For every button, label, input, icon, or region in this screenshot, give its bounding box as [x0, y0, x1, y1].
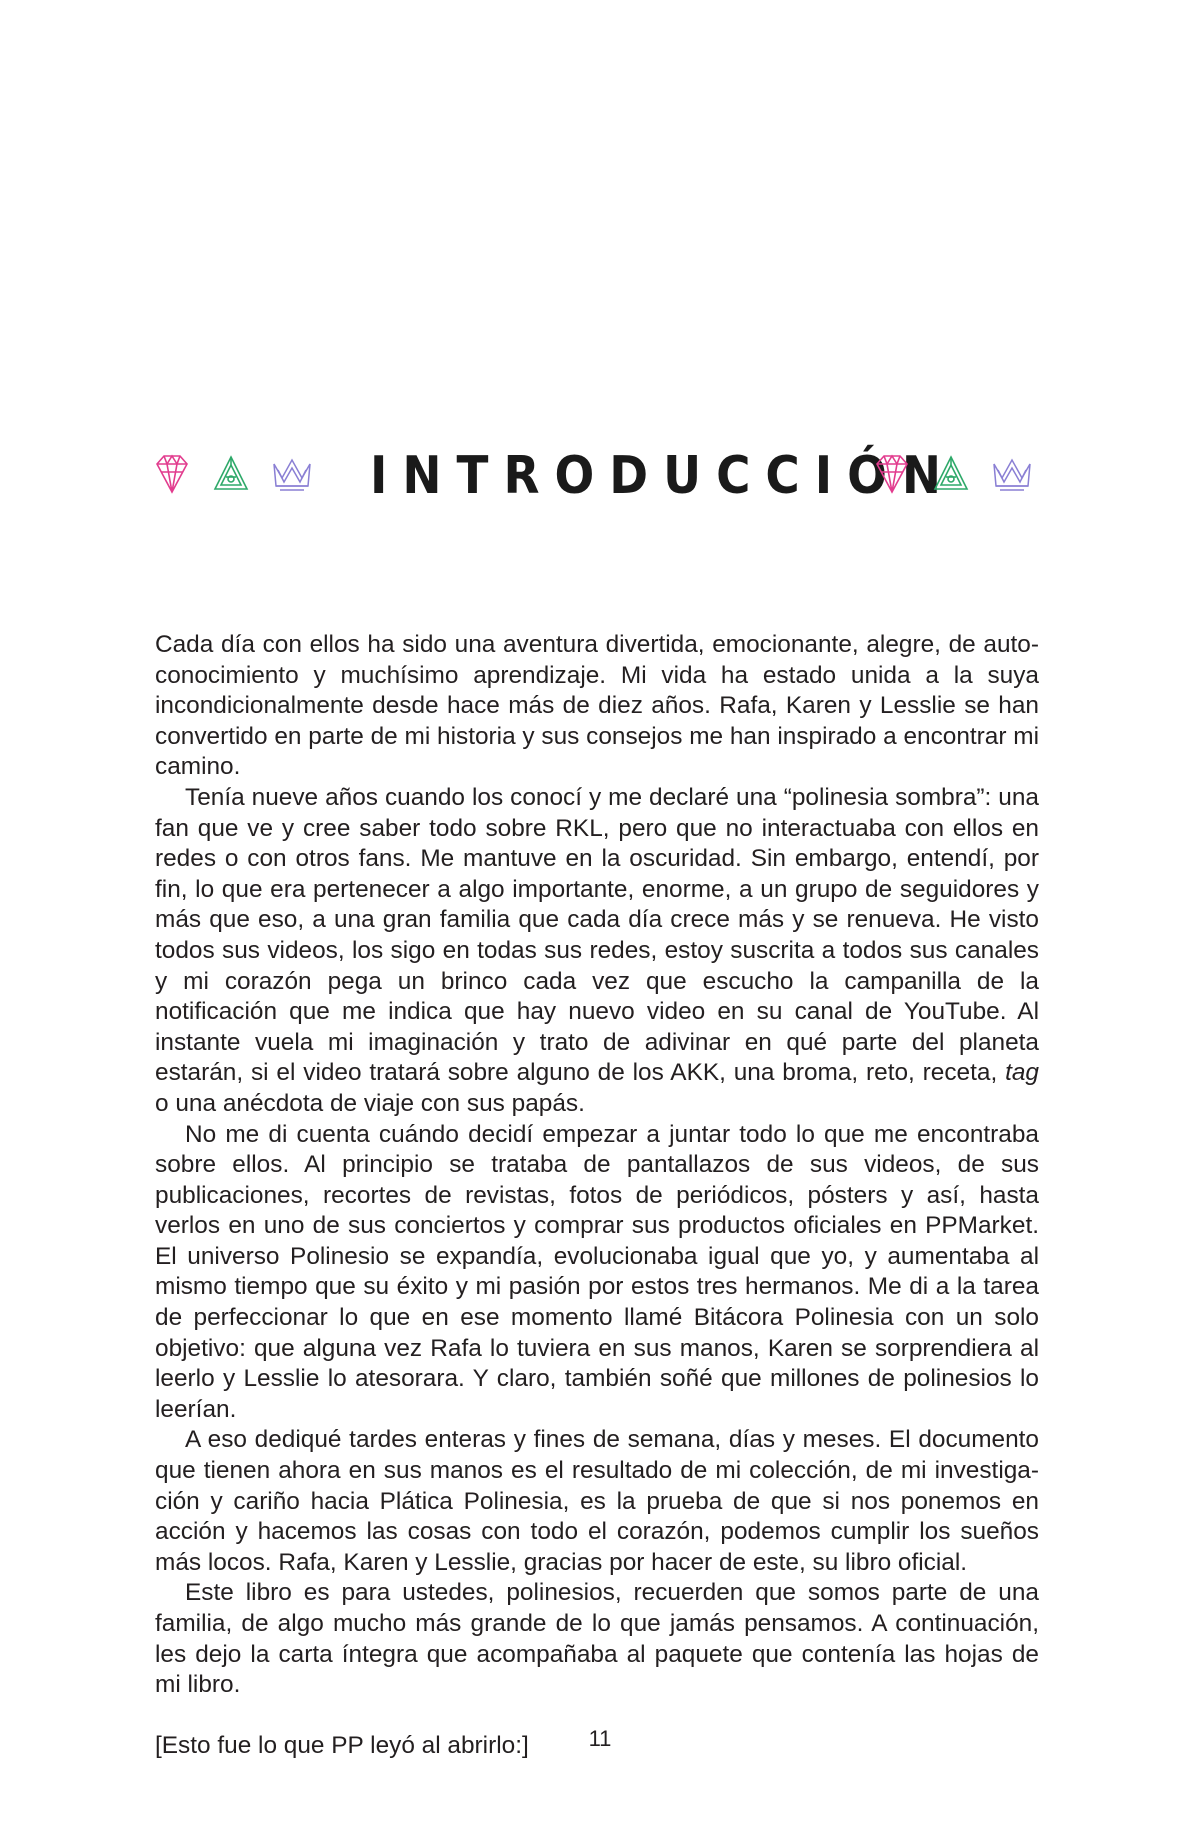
ornament-group-right	[875, 454, 1055, 500]
paragraph: Este libro es para ustedes, polinesios, recuerden que somos parte de una familia, de algo mucho más grande de lo que jamás pensamos. A continuación, les dejo la carta íntegra que acompañaba al paquete que contenía las hojas de mi libro.	[155, 1579, 1039, 1699]
diamond-icon	[155, 454, 189, 494]
page-number: 11	[588, 1726, 612, 1751]
paragraph	[155, 783, 1039, 1120]
chapter-title: INTRODUCCIÓN	[370, 446, 957, 506]
paragraph-text: Tenía nueve años cuando los conocí y me declaré una “polinesia sombra”: una fan que ve y cree saber todo sobre RKL, pero que no interactuaba con ellos en redes o con otros fans. Me mantuve en la oscuridad. Sin embargo, entendí, por fin, lo que era pertenecer a algo importante, enorme, a un grupo de seguidores y más que eso, a una gran familia que cada día crece más y se renueva. He visto todos sus videos, los sigo en todas sus redes, estoy suscrita a todos sus canales y mi corazón pega un brinco cada vez que escucho la campanilla de la notificación que me indica que hay nuevo video en su canal de YouTube. Al instante vuela mi imaginación y trato de adivinar en qué parte del planeta estarán, si el video tratará sobre alguno de los AKK, una broma, reto, receta,	[155, 783, 1039, 1087]
paragraph: Cada día con ellos ha sido una aventura divertida, emocionante, alegre, de autoconocimiento y muchísimo aprendizaje. Mi vida ha estado unida a la suya incondicionalmente desde hace más de diez años. Rafa, Karen y Lesslie se han convertido en parte de mi historia y sus consejos me han inspirado a encontrar mi camino.	[155, 631, 1039, 781]
paragraph-text: o una anécdota de viaje con sus papás.	[155, 1089, 585, 1117]
ornament-group-left	[155, 454, 335, 500]
bracketed-note: [Esto fue lo que PP leyó al abrirlo:]	[155, 1731, 529, 1759]
paragraph: No me di cuenta cuándo decidí empezar a juntar todo lo que me encontraba sobre ellos. Al principio se trataba de pantallazos de sus videos, de sus publicaciones, recortes de revistas, fotos de periódicos, pósters y así, hasta verlos en uno de sus conciertos y comprar sus productos oficiales en PPMarket. El universo Polinesio se expandía, evolucionaba igual que yo, y aumentaba al mismo tiempo que su éxito y mi pasión por estos tres hermanos. Me di a la tarea de perfeccionar lo que en ese momento llamé Bitácora Polinesia con un solo objetivo: que alguna vez Rafa lo tuviera en sus manos, Karen se sorprendiera al leerlo y Lesslie lo atesorara. Y claro, también soñé que millones de polinesios lo leerían.	[155, 1120, 1039, 1423]
diamond-icon	[875, 454, 909, 494]
crown-icon	[990, 454, 1034, 494]
triangle-icon	[213, 454, 249, 494]
body-text	[155, 630, 1039, 1761]
italic-term: tag	[1005, 1059, 1039, 1087]
crown-icon	[270, 454, 314, 494]
chapter-header	[155, 440, 1045, 512]
paragraph: A eso dediqué tardes enteras y fines de semana, días y meses. El documento que tienen ahora en sus manos es el resultado de mi colección, de mi investigación y cariño hacia Plática Polinesia, es la prueba de que si nos ponemos en acción y hacemos las cosas con todo el corazón, podemos cumplir los sueños más locos. Rafa, Karen y Lesslie, gracias por hacer de este, su libro oficial.	[155, 1426, 1039, 1576]
triangle-icon	[933, 454, 969, 494]
